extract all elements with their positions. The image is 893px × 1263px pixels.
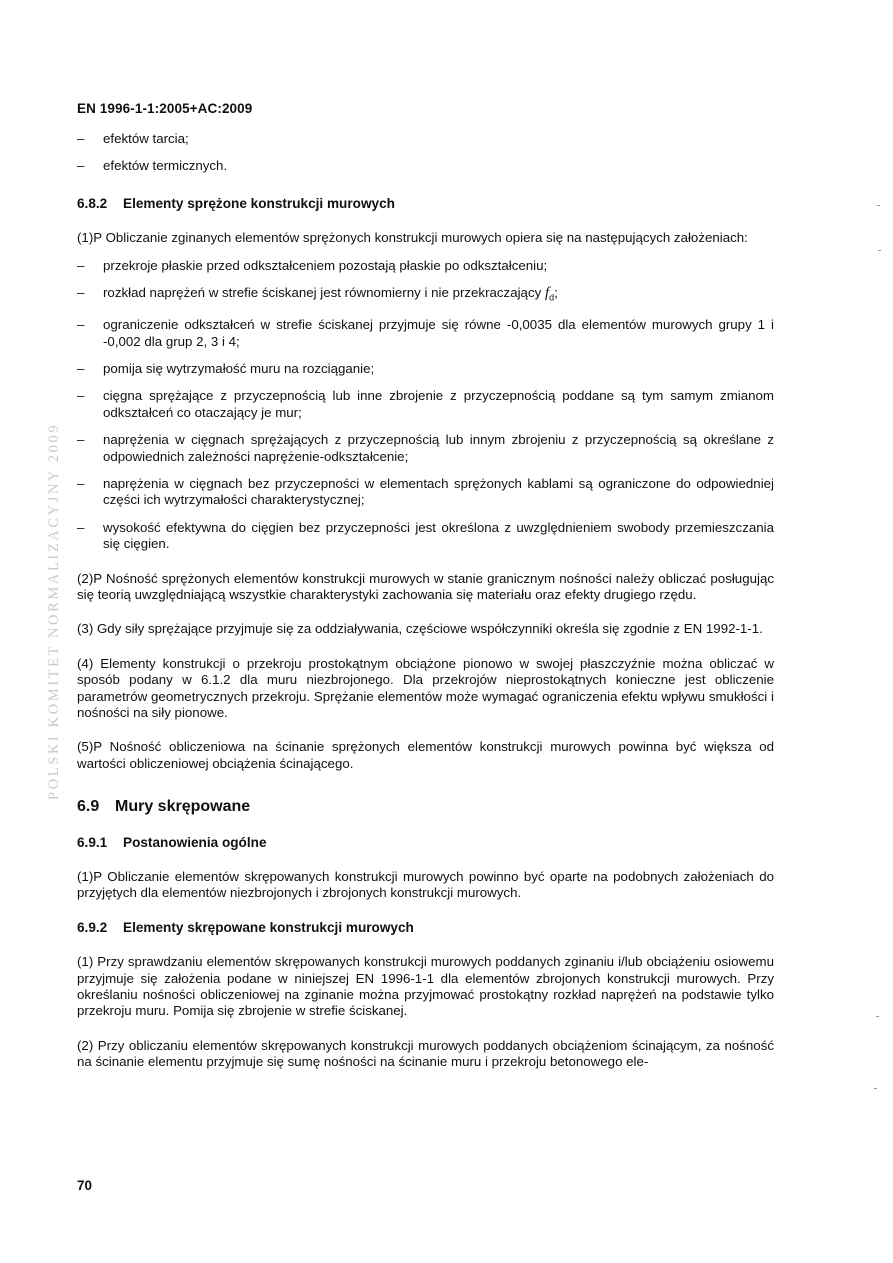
- section-number: 6.8.2: [77, 195, 108, 211]
- scan-speck: [874, 1088, 877, 1089]
- section-heading-6-9: [77, 799, 774, 815]
- section-title: Elementy sprężone konstrukcji murowych: [123, 195, 395, 211]
- scan-speck: [877, 205, 880, 206]
- section-heading-6-8-2: [77, 196, 774, 212]
- paragraph: (1)P Obliczanie zginanych elementów sprężonych konstrukcji murowych opiera się na następujących założeniach:: [77, 230, 748, 246]
- section-title: Postanowienia ogólne: [123, 834, 267, 850]
- watermark: POLSKI KOMITET NORMALIZACYJNY 2009: [46, 422, 62, 800]
- section-title: Mury skrępowane: [115, 798, 251, 816]
- paragraph: (5)P Nośność obliczeniowa na ścinanie sprężonych elementów konstrukcji murowych powinna być większa od wartości obliczeniowej obciążenia ścinającego.: [77, 739, 774, 771]
- paragraph: (1) Przy sprawdzaniu elementów skrępowanych konstrukcji murowych poddanych zginaniu i/lub obciążeniu osiowemu przyjmuje się założenia podane w niniejszej EN 1996-1-1 dla elementów zbrojonych konstrukcji murowych. Przy określaniu nośności obliczeniowej na zginanie można przyjmować prostokątny rozkład naprężeń na podstawie tylko przekroju muru. Pomija się zbrojenie w strefie ściskanej.: [77, 954, 774, 1019]
- section-heading-6-9-1: [77, 835, 774, 851]
- list-item: – ograniczenie odkształceń w strefie ściskanej przyjmuje się równe -0,0035 dla elementów murowych grupy 1 i -0,002 dla grup 2, 3 i 4;: [77, 317, 774, 350]
- list-item: – naprężenia w cięgnach sprężających z przyczepnością lub innym zbrojeniu z przyczepnością są określane z odpowiednich zależności naprężenie-odkształcenie;: [77, 432, 774, 465]
- list-item: – efektów termicznych.: [77, 158, 774, 174]
- list-item: – wysokość efektywna do cięgien bez przyczepności jest określona z uwzględnieniem swobody przemieszczania się cięgien.: [77, 520, 774, 553]
- list-item: – przekroje płaskie przed odkształceniem pozostają płaskie po odkształceniu;: [77, 258, 774, 274]
- section-title: Elementy skrępowane konstrukcji murowych: [123, 919, 414, 935]
- list-item: – naprężenia w cięgnach bez przyczepności w elementach sprężonych kablami są ograniczone do odpowiedniej części ich wytrzymałości charakterystycznej;: [77, 476, 774, 509]
- list-item: – pomija się wytrzymałość muru na rozciąganie;: [77, 361, 774, 377]
- scan-speck: [876, 1016, 879, 1017]
- paragraph: (1)P Obliczanie elementów skrępowanych konstrukcji murowych powinno być oparte na podobnych założeniach do przyjętych dla elementów niezbrojonych i zbrojonych konstrukcji murowych.: [77, 869, 774, 901]
- scan-speck: [878, 250, 881, 251]
- document-header: EN 1996-1-1:2005+AC:2009: [77, 101, 253, 116]
- fd-end: ;: [554, 285, 558, 301]
- section-number: 6.9.1: [77, 834, 108, 850]
- page-number: 70: [77, 1178, 93, 1193]
- fd-symbol: f: [544, 285, 550, 302]
- list-item-text: rozkład naprężeń w strefie ściskanej jest równomierny i nie przekraczający: [103, 285, 542, 301]
- paragraph: (4) Elementy konstrukcji o przekroju prostokątnym obciążone pionowo w swojej płaszczyźnie można obliczać w sposób podany w 6.1.2 dla muru niezbrojonego. Dla przekrojów nieprostokątnych konieczne jest obliczenie parametrów geometrycznych przekroju. Sprężanie elementów może wymagać ograniczenia efektu wpływu smukłości i nośności na siły pionowe.: [77, 655, 774, 720]
- document-body: [77, 131, 774, 1089]
- section-number: 6.9: [77, 798, 100, 816]
- paragraph: (2)P Nośność sprężonych elementów konstrukcji murowych w stanie granicznym nośności należy obliczać posługując się teorią uwzględniającą wszystkie charakterystyki zachowania się materiału oraz efekty drugiego rzędu.: [77, 570, 774, 602]
- list-item: – cięgna sprężające z przyczepnością lub inne zbrojenie z przyczepnością poddane są tym samym zmianom odkształceń co otaczający je mur;: [77, 388, 774, 421]
- paragraph: (3) Gdy siły sprężające przyjmuje się za oddziaływania, częściowe współczynniki określa się zgodnie z EN 1992-1-1.: [77, 621, 763, 637]
- list-item: – efektów tarcia;: [77, 131, 774, 147]
- section-heading-6-9-2: [77, 920, 774, 936]
- paragraph: (2) Przy obliczaniu elementów skrępowanych konstrukcji murowych poddanych obciążeniom ścinającym, za nośność na ścinanie elementu przyjmuje się sumę nośności na ścinanie muru i przekroju betonowego ele-: [77, 1037, 774, 1070]
- fd-subscript: d: [549, 292, 555, 303]
- list-item-fd: [77, 285, 774, 306]
- section-number: 6.9.2: [77, 919, 108, 935]
